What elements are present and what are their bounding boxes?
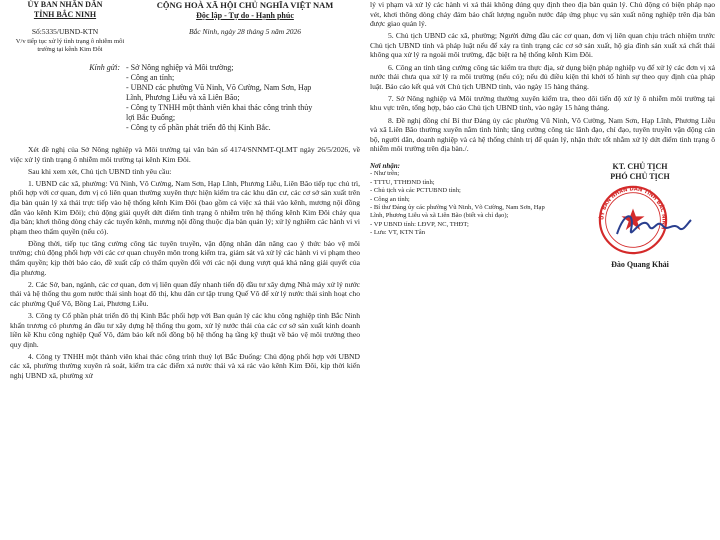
document-header xyxy=(10,0,360,21)
addressee-item: - Sở Nông nghiệp và Môi trường; xyxy=(126,63,234,72)
left-column xyxy=(10,0,360,383)
motto-line-1: CỘNG HOÀ XÃ HỘI CHỦ NGHĨA VIỆT NAM xyxy=(156,0,334,10)
signer-title-2: PHÓ CHỦ TỊCH xyxy=(610,171,670,181)
body-paragraph: 2. Các Sở, ban, ngành, các cơ quan, đơn vị liên quan đẩy nhanh tiến độ đầu tư xây dựng Nhà máy xử lý nước thải và hệ thống thu gom nước thải sinh hoạt đô thị, khu dân cư tập trung Quế Võ để xử lý nước thải sinh hoạt cho các phường Quế Võ, Bồng Lai, Phương Liễu. xyxy=(10,279,360,308)
issuing-agency xyxy=(10,0,120,21)
addressees-list xyxy=(126,63,316,133)
national-motto xyxy=(130,0,360,21)
signer-name: Đào Quang Khải xyxy=(611,259,669,269)
body-paragraph: Đồng thời, tiếp tục tăng cường công tác tuyên truyền, vận động nhân dân nâng cao ý thức bảo vệ môi trường; chủ động phối hợp với các cơ quan chuyên môn trong kiểm tra, giám sát và xử lý các hành vi vi phạm theo thẩm quyền; kịp thời báo cáo, đề xuất cấp có thẩm quyền đối với các nội dung vượt quá khả năng giải quyết của địa phương. xyxy=(10,238,360,277)
body-paragraph: 3. Công ty Cổ phần phát triển đô thị Kinh Bắc phối hợp với Ban quản lý các khu công nghiệp tỉnh Bắc Ninh khẩn trương có phương án đầu tư xây dựng hệ thống thu gom, xử lý nước thải của các cơ sở sản xuất kinh doanh liền kề Khu công nghiệp Quế Võ, đảm bảo kết nối đồng bộ hệ thống hạ tầng kỹ thuật về bảo vệ môi trường theo quy định. xyxy=(10,311,360,349)
body-paragraph: 6. Công an tỉnh tăng cường công tác kiểm tra thực địa, sử dụng biện pháp nghiệp vụ để xử lý các đơn vị xả nước thải chưa qua xử lý ra môi trường (nếu có); nếu đủ điều kiện thì khởi tố hình sự theo quy định của pháp luật. Báo cáo kết quả với Chủ tịch UBND tỉnh, vào ngày 15 hàng tháng. xyxy=(370,62,715,91)
signer-title-1: KT. CHỦ TỊCH xyxy=(612,161,668,171)
document-subject: V/v tiếp tục xử lý tình trạng ô nhiễm môi trường tại kênh Kim Đôi xyxy=(15,38,125,53)
recipient-item: - Bí thư Đảng ủy các phường Vũ Ninh, Võ Cường, Nam Sơn, Hạp Lĩnh, Phương Liễu và xã Liên Bão (biết và chỉ đạo); xyxy=(370,203,545,220)
body-paragraph: 7. Sở Nông nghiệp và Môi trường thường xuyên kiểm tra, theo dõi tiến độ xử lý ô nhiễm môi trường tại khu vực trên, tổng hợp, báo cáo Chủ tịch UBND tỉnh, vào ngày 15 hàng tháng. xyxy=(370,93,715,113)
body-paragraph: Xét đề nghị của Sở Nông nghiệp và Môi trường tại văn bản số 4174/SNNMT-QLMT ngày 26/5/2026, về việc xử lý tình trạng ô nhiễm môi trường tại kênh Kim Đôi. xyxy=(10,145,360,164)
signer xyxy=(565,162,715,269)
addressees-label: Kính gửi: xyxy=(89,63,120,72)
recipients-title: Nơi nhận: xyxy=(370,161,401,170)
body-paragraph: Sau khi xem xét, Chủ tịch UBND tỉnh yêu cầu: xyxy=(28,166,172,176)
signature-block xyxy=(370,162,715,269)
agency-line-2: TỈNH BẮC NINH xyxy=(33,10,97,19)
recipient-item: - Công an tỉnh; xyxy=(370,195,410,203)
addressee-item: - Công ty TNHH một thành viên khai thác công trình thủy lợi Bắc Đuống; xyxy=(126,103,313,122)
right-column xyxy=(370,0,715,269)
recipients-list xyxy=(370,162,545,269)
agency-line-1: ỦY BAN NHÂN DÂN xyxy=(27,0,103,9)
body-paragraph: 8. Đề nghị đồng chí Bí thư Đảng ủy các phường Vũ Ninh, Võ Cường, Nam Sơn, Hạp Lĩnh, Phương Liễu và xã Liên Bão thường xuyên nắm tình hình; tăng cường công tác lãnh đạo, chỉ đạo, tuyên truyền vận động cán bộ, người dân, doanh nghiệp và cả hệ thống chính trị để quản lý, nhận thức tốt nhằm xử lý dứt điểm tình trạng ô nhiễm môi trường trên địa bàn./. xyxy=(370,115,715,154)
motto-line-2: Độc lập - Tự do - Hạnh phúc xyxy=(196,10,294,20)
body-paragraph: 5. Chủ tịch UBND các xã, phường; Người đứng đầu các cơ quan, đơn vị liên quan chịu trách nhiệm trước Chủ tịch UBND tỉnh và pháp luật nếu để xảy ra tình trạng các cơ sở sản xuất, hộ gia đình sản xuất xả chất thải không qua xử lý ra ngoài môi trường, đặc biệt ra hệ thống kênh Kim Đôi. xyxy=(370,31,715,60)
recipient-item: - Chủ tịch và các PCTUBND tỉnh; xyxy=(370,187,461,195)
addressee-item: - UBND các phường Vũ Ninh, Võ Cường, Nam Sơn, Hạp Lĩnh, Phương Liễu và xã Liên Bão; xyxy=(126,83,312,102)
recipient-item: - Lưu: VT, KTN Tân xyxy=(370,229,426,237)
document-date: Bắc Ninh, ngày 28 tháng 5 năm 2026 xyxy=(188,27,302,36)
addressees xyxy=(10,63,360,133)
body-paragraph: 1. UBND các xã, phường: Vũ Ninh, Võ Cường, Nam Sơn, Hạp Lĩnh, Phương Liễu, Liên Bão tiếp tục chủ trì, phối hợp với cơ quan, đơn vị có liên quan thường xuyên thực hiện kiểm tra các khu dân cư, các cơ sở sản xuất trên địa bàn quản lý xả thải trực tiếp vào hệ thống kênh Kim Đôi (bao gồm cả việc xả thải vào kênh, mương nội đồng dẫn vào kênh Kim Đôi); chủ động giải quyết dứt điểm tình trạng ô nhiễm trên hệ thống kênh Kim Đôi chảy qua địa bàn; khơi thông dòng chảy các tuyến kênh, mương nội đồng thuộc địa bàn quản lý; xử lý nghiêm các hành vi vi phạm theo thẩm quyền (nếu có). xyxy=(10,178,360,236)
addressee-item: - Công an tỉnh; xyxy=(126,73,175,82)
reference-line xyxy=(10,27,360,36)
addressee-item: - Công ty cổ phần phát triển đô thị Kinh Bắc. xyxy=(126,123,271,132)
body-paragraph: 4. Công ty TNHH một thành viên khai thác công trình thuỷ lợi Bắc Đuống: Chủ động phối hợp với UBND các xã, phường thường xuyên rà soát, kiểm tra các điểm xả nước thải và xả rác vào kênh Kim Đôi, kịp thời kiến nghị UBND xã, phường xử xyxy=(10,351,360,381)
document-number: Số:5335/UBND-KTN xyxy=(31,27,99,36)
recipient-item: - Như trên; xyxy=(370,170,400,178)
body-paragraph: lý vi phạm và xử lý các hành vi xả thải không đúng quy định theo địa bàn quản lý. Chủ động có biện pháp nạo vét, khơi thông dòng chảy đảm bảo chất lượng nguồn nước đáp ứng phục vụ sản xuất nông nghiệp trên địa bàn được giao quản lý. xyxy=(370,0,715,29)
recipient-item: - VP UBND tỉnh: LĐVP, NC, THĐT; xyxy=(370,220,469,228)
seal-area xyxy=(565,182,715,258)
svg-text:ỦY BAN NHÂN DÂN TỈNH BẮC NINH: ỦY BAN NHÂN DÂN TỈNH BẮC NINH xyxy=(599,186,667,230)
recipient-item: - TTTU, TTHĐND tỉnh; xyxy=(370,178,435,186)
handwritten-signature-icon xyxy=(613,204,693,244)
